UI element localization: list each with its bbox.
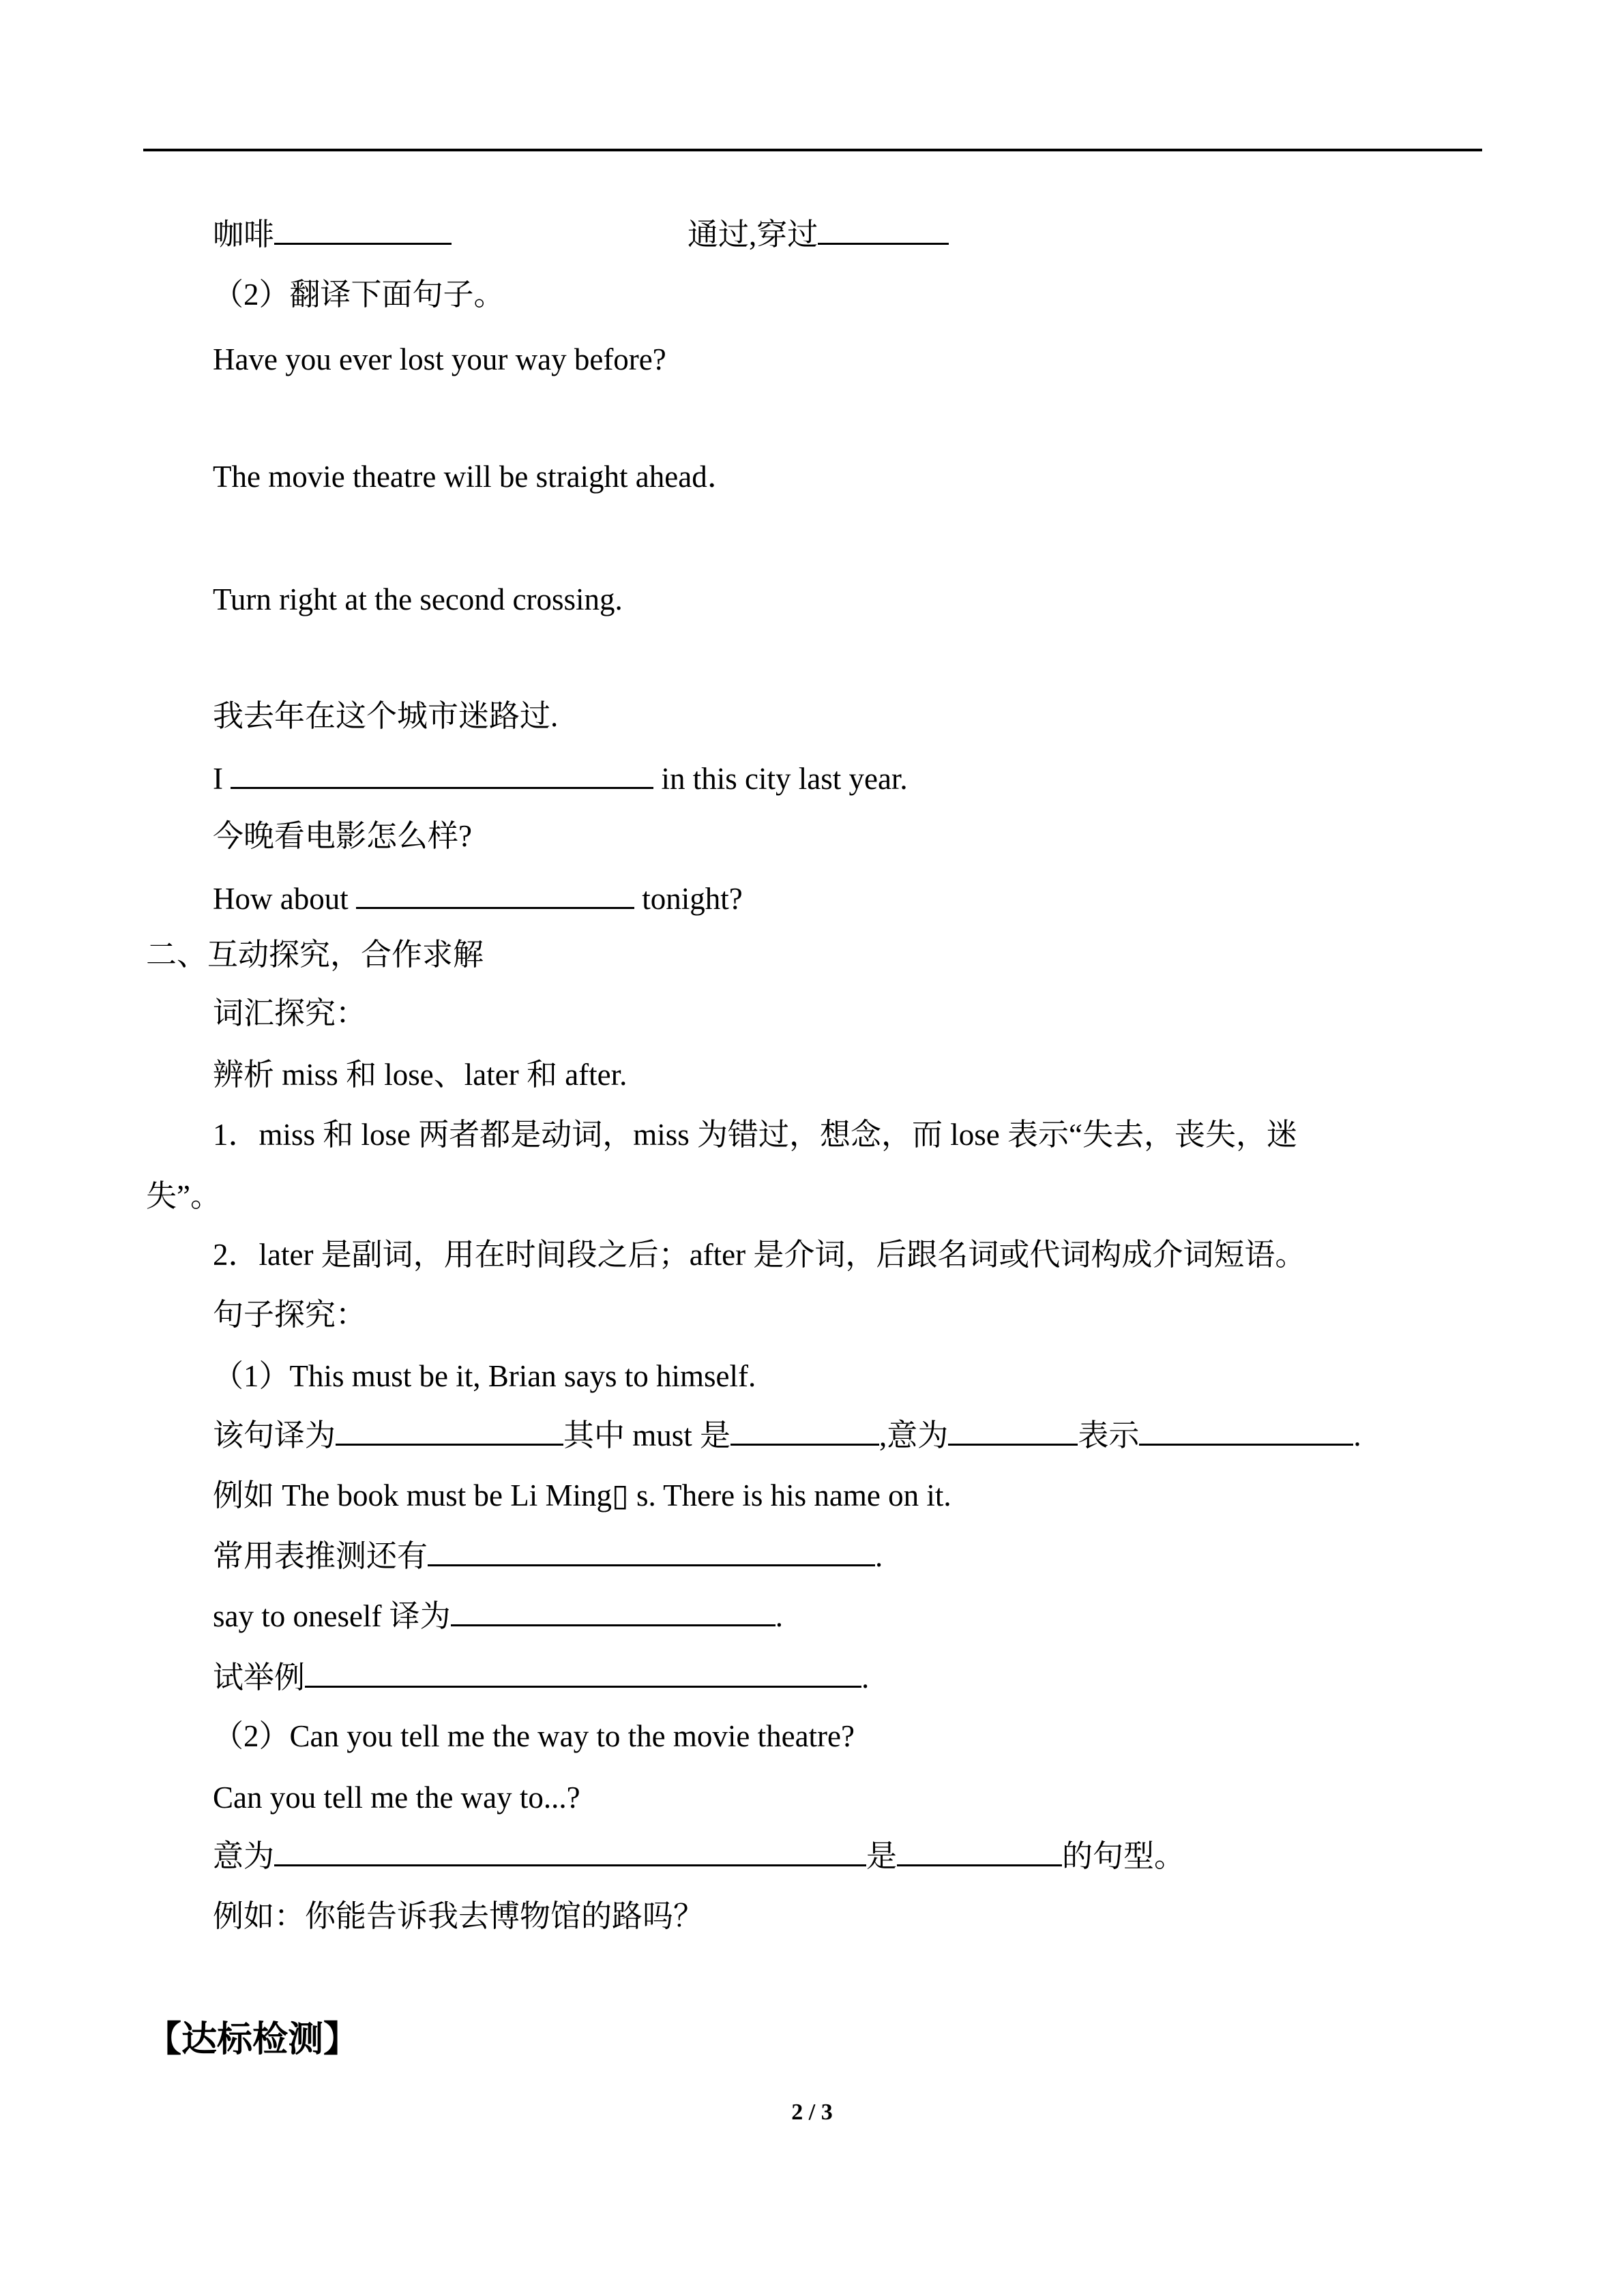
q1-must-blank[interactable] xyxy=(730,1416,879,1446)
point-1-line-1: 1．miss 和 lose 两者都是动词，miss 为错过，想念，而 lose 表示“失去，丧失，迷 xyxy=(213,1118,1298,1152)
say-blank[interactable] xyxy=(451,1597,776,1626)
translate-sentence-4-cn: 我去年在这个城市迷路过. xyxy=(213,699,559,733)
s4-suffix: in this city last year. xyxy=(653,762,908,796)
translate-sentence-5-cn: 今晚看电影怎么样? xyxy=(213,819,472,853)
question-2-meaning-line xyxy=(213,1837,1185,1875)
q2-type-blank[interactable] xyxy=(897,1837,1062,1866)
vocab-coffee-blank[interactable] xyxy=(274,215,452,245)
s5-suffix: tonight? xyxy=(634,882,743,916)
say-line xyxy=(213,1597,783,1635)
q2-meaning-label: 意为 xyxy=(213,1839,275,1873)
translate-sentence-1: Have you ever lost your way before? xyxy=(213,342,666,376)
translate-sentence-2: The movie theatre will be straight ahead． xyxy=(213,460,738,494)
common-blank[interactable] xyxy=(428,1537,875,1566)
vocab-through-blank[interactable] xyxy=(818,215,949,245)
question-1-answer-line xyxy=(213,1416,1361,1455)
q1-translate-blank[interactable] xyxy=(336,1416,563,1446)
example-1: 例如 The book must be Li Ming▯ s. There is his name on it. xyxy=(213,1478,951,1512)
say-label: say to oneself 译为 xyxy=(213,1599,451,1633)
q1-express-label: 表示 xyxy=(1078,1418,1140,1452)
s5-prefix: How about xyxy=(213,882,356,916)
q1-end: . xyxy=(1353,1418,1361,1452)
q2-is-label: 是 xyxy=(866,1839,898,1873)
question-2: （2）Can you tell me the way to the movie theatre? xyxy=(213,1719,855,1753)
try-label: 试举例 xyxy=(213,1660,306,1695)
q1-meaning-label: ,意为 xyxy=(879,1418,949,1452)
vocab-through-label: 通过,穿过 xyxy=(688,218,818,252)
vocab-coffee-label: 咖啡 xyxy=(213,218,275,252)
q2-meaning-blank[interactable] xyxy=(274,1837,866,1866)
vocab-coffee-line xyxy=(213,215,452,254)
q1-translate-label: 该句译为 xyxy=(213,1418,336,1452)
compare-line: 辨析 miss 和 lose、later 和 after. xyxy=(213,1058,628,1092)
q2-type-label: 的句型。 xyxy=(1062,1839,1185,1873)
s4-prefix: I xyxy=(213,762,231,796)
say-end: . xyxy=(775,1599,783,1633)
translate-heading: （2）翻译下面句子。 xyxy=(213,278,505,312)
s4-blank[interactable] xyxy=(231,760,653,789)
header-rule xyxy=(143,149,1482,151)
translate-sentence-3: Turn right at the second crossing. xyxy=(213,582,623,616)
translate-sentence-4-en xyxy=(213,760,908,798)
example-2: 例如：你能告诉我去博物馆的路吗？ xyxy=(213,1899,705,1933)
test-heading: 【达标检测】 xyxy=(146,2021,359,2059)
try-end: . xyxy=(861,1660,870,1695)
point-2: 2．later 是副词，用在时间段之后；after 是介词，后跟名词或代词构成介词短语。 xyxy=(213,1238,1306,1272)
try-blank[interactable] xyxy=(305,1658,861,1688)
vocab-through-line xyxy=(688,215,949,254)
question-1: （1）This must be it, Brian says to himself. xyxy=(213,1359,756,1393)
s5-blank[interactable] xyxy=(356,880,634,909)
section2-title: 二、互动探究，合作求解 xyxy=(146,938,484,972)
common-line xyxy=(213,1537,883,1575)
question-2-pattern: Can you tell me the way to...? xyxy=(213,1780,580,1815)
q1-meaning-blank[interactable] xyxy=(948,1416,1078,1446)
common-label: 常用表推测还有 xyxy=(213,1539,428,1573)
try-line xyxy=(213,1658,869,1697)
page-number: 2 / 3 xyxy=(791,2100,833,2125)
point-1-line-2: 失”。 xyxy=(146,1179,221,1213)
q1-must-label: 其中 must 是 xyxy=(563,1418,731,1452)
vocab-explore-title: 词汇探究： xyxy=(213,996,367,1030)
translate-sentence-5-en xyxy=(213,880,743,918)
sentence-explore-title: 句子探究： xyxy=(213,1298,367,1332)
common-end: . xyxy=(875,1539,883,1573)
q1-express-blank[interactable] xyxy=(1139,1416,1353,1446)
